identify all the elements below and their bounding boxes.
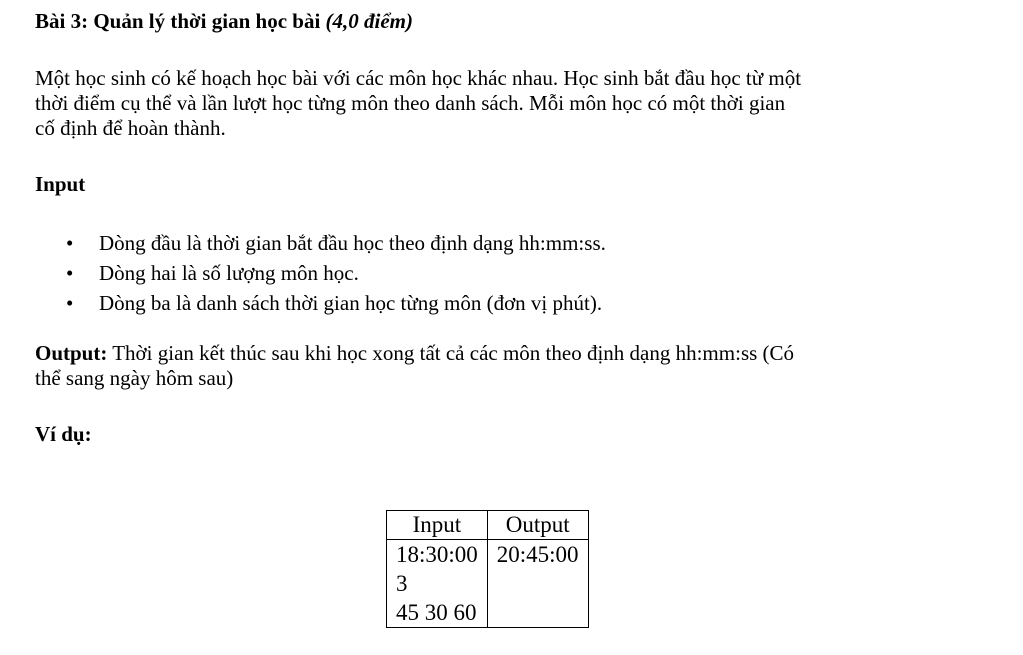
list-item-text: Dòng đầu là thời gian bắt đầu học theo định dạng hh:mm:ss. bbox=[99, 231, 606, 255]
list-item-text: Dòng ba là danh sách thời gian học từng môn (đơn vị phút). bbox=[99, 291, 603, 315]
input-heading: Input bbox=[35, 172, 86, 196]
table-row bbox=[387, 540, 589, 628]
problem-title bbox=[35, 8, 995, 34]
bullet-icon: • bbox=[66, 291, 74, 315]
table-header-output: Output bbox=[487, 511, 588, 540]
intro-line: cố định để hoàn thành. bbox=[35, 116, 226, 140]
table-header-input: Input bbox=[387, 511, 488, 540]
input-line: 18:30:00 bbox=[396, 542, 478, 567]
output-line: thể sang ngày hôm sau) bbox=[35, 366, 234, 390]
output-description bbox=[35, 341, 995, 391]
input-list bbox=[35, 228, 995, 318]
list-item bbox=[35, 228, 995, 258]
intro-line: Một học sinh có kế hoạch học bài với các môn học khác nhau. Học sinh bắt đầu học từ một bbox=[35, 66, 802, 90]
problem-title-text: Bài 3: Quản lý thời gian học bài bbox=[35, 9, 326, 33]
input-line: 3 bbox=[396, 571, 408, 596]
intro-line: thời điểm cụ thể và lần lượt học từng môn theo danh sách. Mỗi môn học có một thời gian bbox=[35, 91, 786, 115]
example-table bbox=[386, 510, 589, 628]
problem-statement bbox=[35, 8, 995, 447]
bullet-icon: • bbox=[66, 261, 74, 285]
output-value: 20:45:00 bbox=[496, 542, 579, 567]
input-line: 45 30 60 bbox=[396, 600, 477, 625]
list-item bbox=[35, 288, 995, 318]
bullet-icon: • bbox=[66, 231, 74, 255]
output-line bbox=[35, 341, 995, 366]
problem-intro bbox=[35, 66, 995, 141]
output-label: Output: bbox=[35, 341, 108, 365]
table-cell-output bbox=[487, 540, 588, 628]
example-heading: Ví dụ: bbox=[35, 422, 92, 446]
list-item-text: Dòng hai là số lượng môn học. bbox=[99, 261, 359, 285]
table-cell-input bbox=[387, 540, 488, 628]
output-text: Thời gian kết thúc sau khi học xong tất cả các môn theo định dạng hh:mm:ss (Có bbox=[107, 341, 795, 365]
table-header-row bbox=[387, 511, 589, 540]
problem-score: (4,0 điểm) bbox=[325, 9, 414, 33]
list-item bbox=[35, 258, 995, 288]
